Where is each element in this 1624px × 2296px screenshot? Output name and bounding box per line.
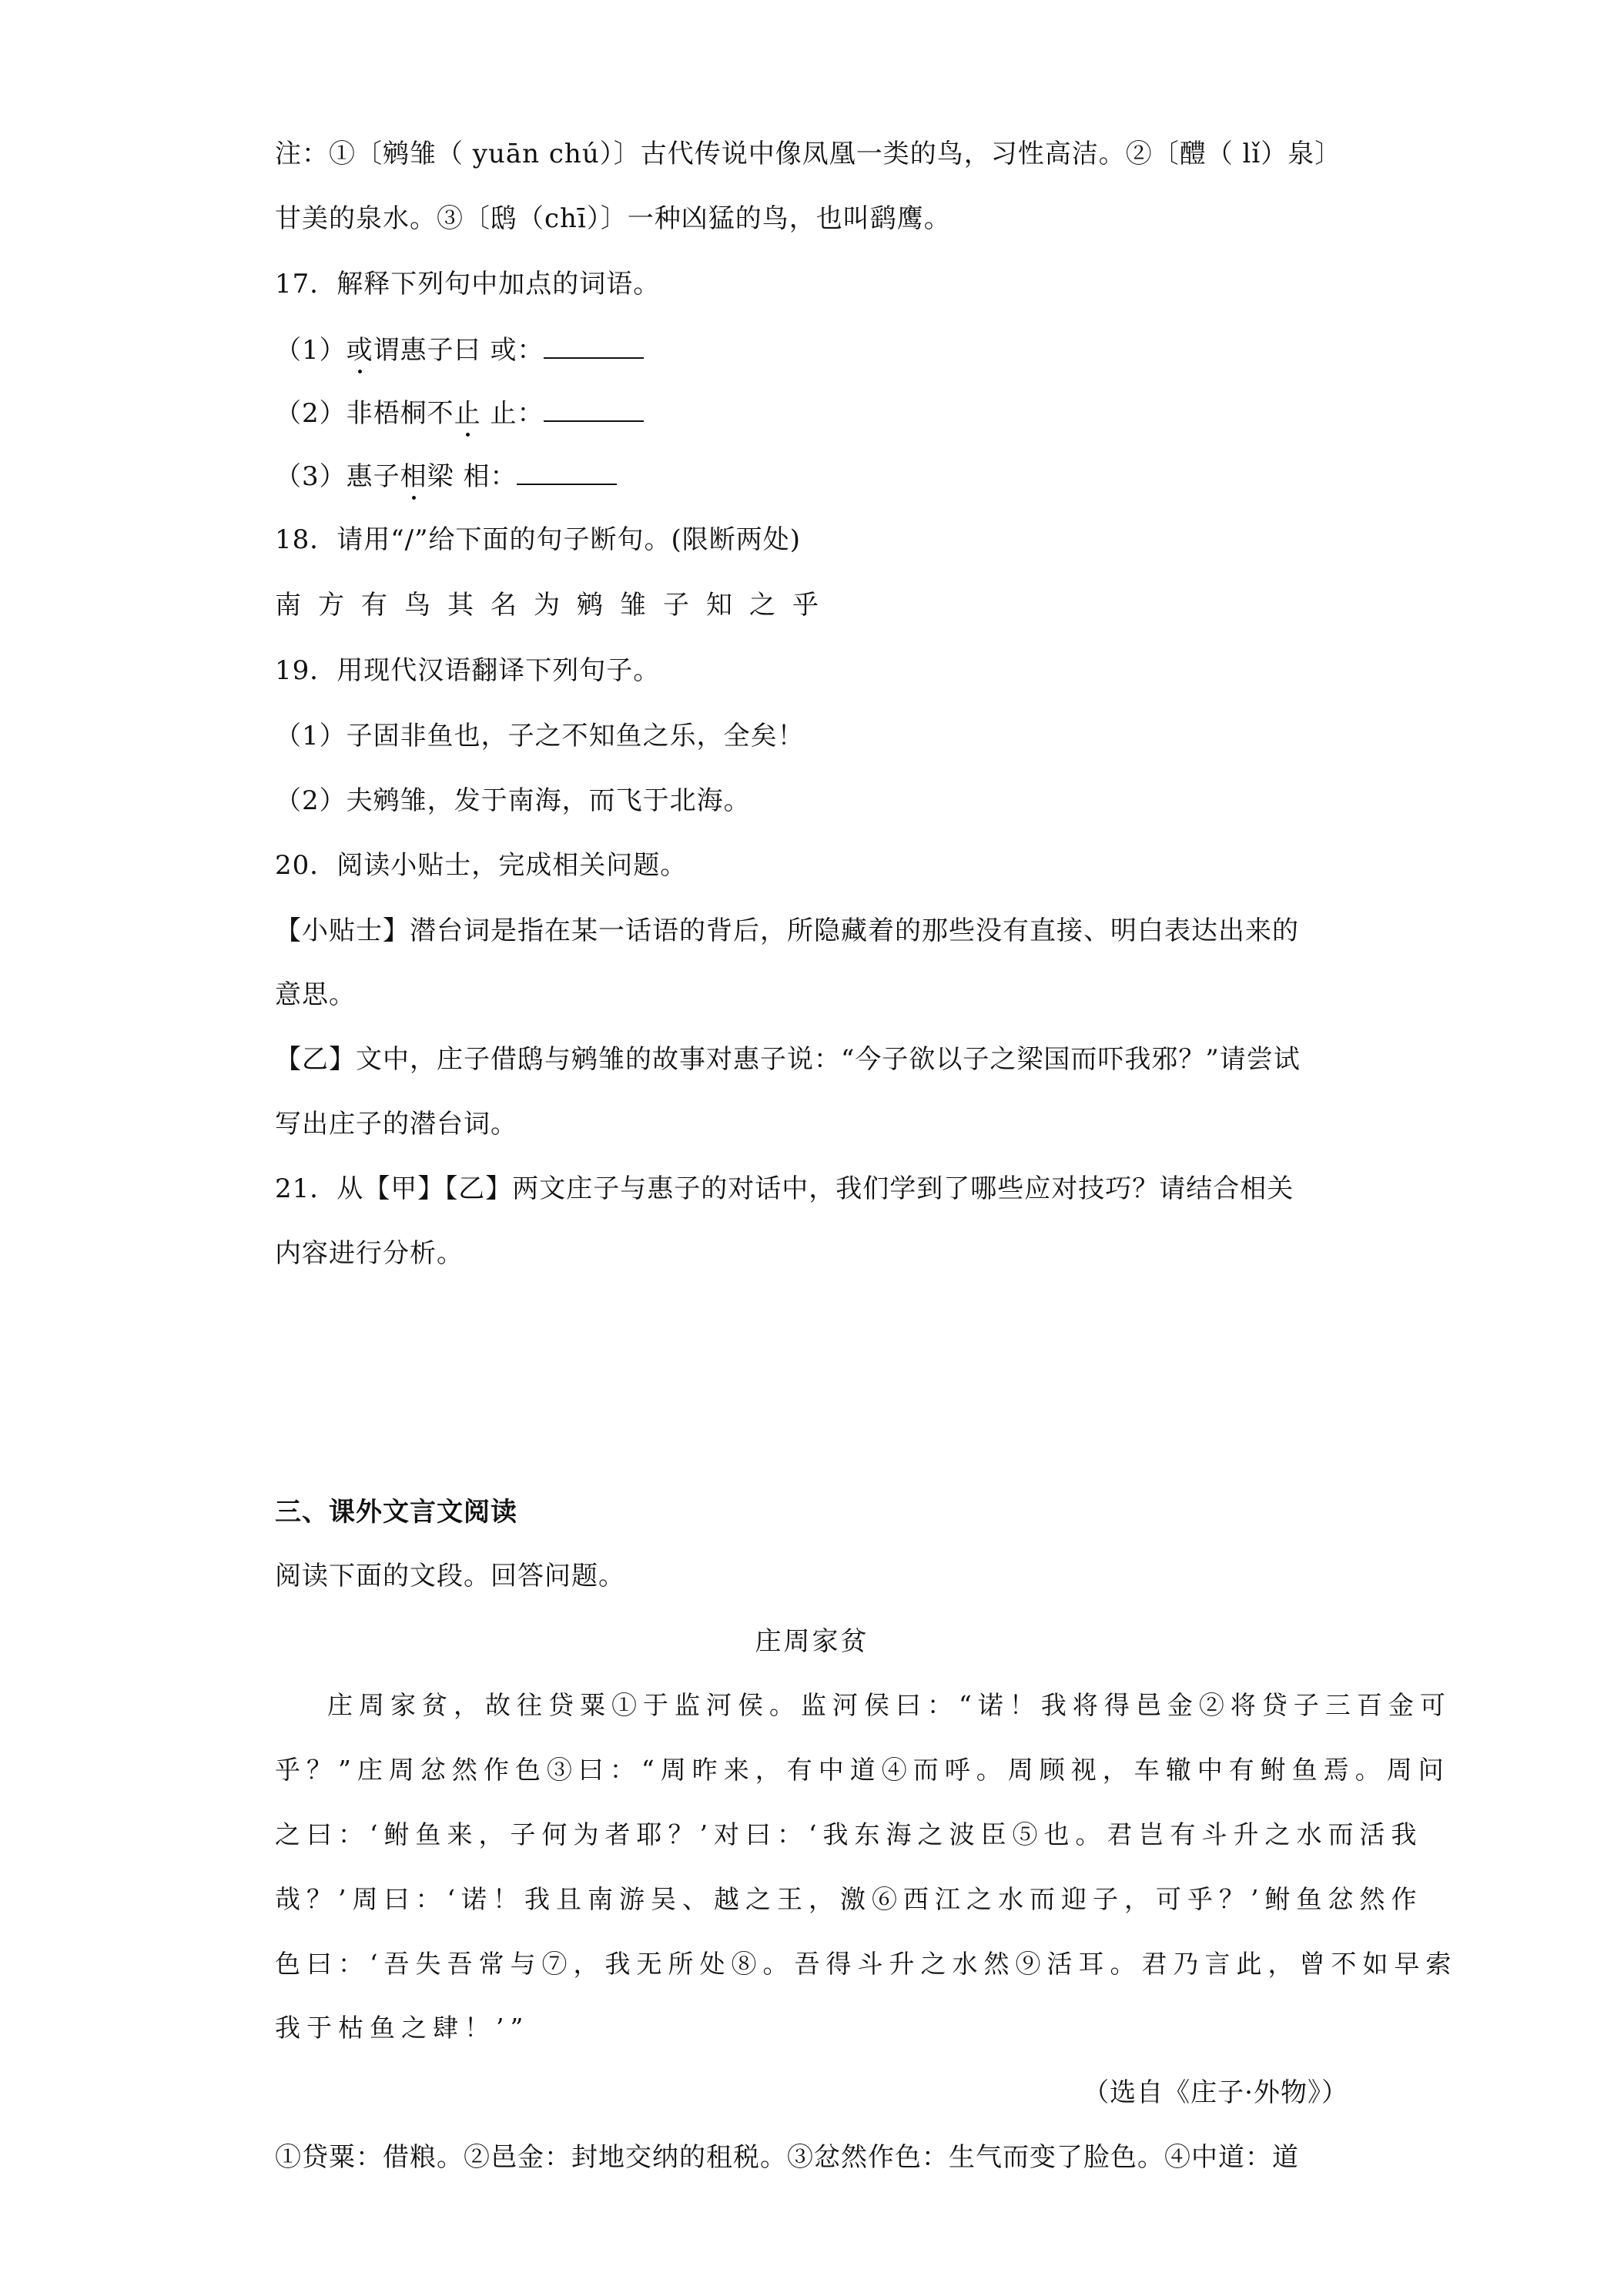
- notes-line-2: 甘美的泉水。③〔鸱（chī）〕一种凶猛的鸟，也叫鹞鹰。: [275, 203, 951, 234]
- passage-line-4: 哉？’周曰：‘诺！我且南游吴、越之王，激⑥西江之水而迎子，可乎？’鲋鱼忿然作: [275, 1884, 1423, 1914]
- q17-item-2: [275, 397, 644, 429]
- item-text-post: 谓惠子曰 或：: [373, 335, 544, 366]
- passage-line-5: 色曰：‘吾失吾常与⑦，我无所处⑧。吾得斗升之水然⑨活耳。君乃言此，曾不如早索: [275, 1949, 1458, 1979]
- item-prefix: （2）: [275, 398, 347, 429]
- passage-line-6: 我于枯鱼之肆！’”: [275, 2013, 530, 2043]
- item-text-post: 止：: [481, 398, 544, 429]
- passage-line-2: 乎？”庄周忿然作色③曰：“周昨来，有中道④而呼。周顾视，车辙中有鲋鱼焉。周问: [275, 1755, 1450, 1785]
- answer-blank[interactable]: [517, 460, 617, 485]
- passage-notes: ①贷粟：借粮。②邑金：封地交纳的租税。③忿然作色：生气而变了脸色。④中道：道: [275, 2142, 1299, 2173]
- q18-sentence: 南方有鸟其名为鹓雏子知之乎: [275, 590, 835, 621]
- dotted-word: 或: [346, 335, 373, 366]
- notes-line-1: 注：①〔鹓雏（ yuān chú）〕古代传说中像凤凰一类的鸟，习性高洁。②〔醴（ lǐ）泉〕: [275, 139, 1342, 169]
- q20-question-line-2: 写出庄子的潜台词。: [275, 1109, 517, 1140]
- section-heading: 三、课外文言文阅读: [275, 1497, 517, 1528]
- q20-question-line-1: 【乙】文中，庄子借鸱与鹓雏的故事对惠子说：“今子欲以子之梁国而吓我邪？”请尝试: [275, 1044, 1301, 1075]
- answer-blank[interactable]: [544, 334, 644, 359]
- q19-stem: 19．用现代汉语翻译下列句子。: [275, 655, 661, 686]
- q20-tip-line-2: 意思。: [275, 979, 356, 1010]
- passage-line-3: 之曰：‘鲋鱼来，子何为者耶？’对曰：‘我东海之波臣⑤也。君岂有斗升之水而活我: [275, 1819, 1423, 1849]
- dotted-word: 相: [400, 461, 427, 492]
- q19-item-2: （2）夫鹓雏，发于南海，而飞于北海。: [275, 785, 751, 816]
- q18-stem: 18．请用“/”给下面的句子断句。(限断两处): [275, 524, 802, 555]
- passage-title: 庄周家贫: [755, 1626, 869, 1657]
- dotted-word: 止: [454, 398, 481, 429]
- item-text-post: 梁 相：: [427, 461, 517, 492]
- passage-line-1: 庄周家贫，故往贷粟①于监河侯。监河侯曰：“诺！我将得邑金②将贷子三百金可: [327, 1690, 1452, 1720]
- passage-source: （选自《庄子·外物》）: [1083, 2077, 1348, 2108]
- q21-line-1: 21．从【甲】【乙】两文庄子与惠子的对话中，我们学到了哪些应对技巧？请结合相关: [275, 1173, 1294, 1204]
- q21-line-2: 内容进行分析。: [275, 1238, 464, 1269]
- q19-item-1: （1）子固非鱼也，子之不知鱼之乐，全矣！: [275, 721, 805, 751]
- q20-tip-line-1: 【小贴士】潜台词是指在某一话语的背后，所隐藏着的那些没有直接、明白表达出来的: [275, 915, 1299, 946]
- item-text-pre: 惠子: [346, 461, 400, 492]
- item-prefix: （1）: [275, 335, 347, 366]
- answer-blank[interactable]: [544, 397, 644, 422]
- item-text-pre: 非梧桐不: [346, 398, 454, 429]
- q17-item-3: [275, 460, 617, 492]
- q17-stem: 17．解释下列句中加点的词语。: [275, 269, 661, 300]
- section-instruction: 阅读下面的文段。回答问题。: [275, 1561, 625, 1591]
- item-prefix: （3）: [275, 461, 347, 492]
- q17-item-1: [275, 334, 644, 366]
- q20-stem: 20．阅读小贴士，完成相关问题。: [275, 850, 688, 881]
